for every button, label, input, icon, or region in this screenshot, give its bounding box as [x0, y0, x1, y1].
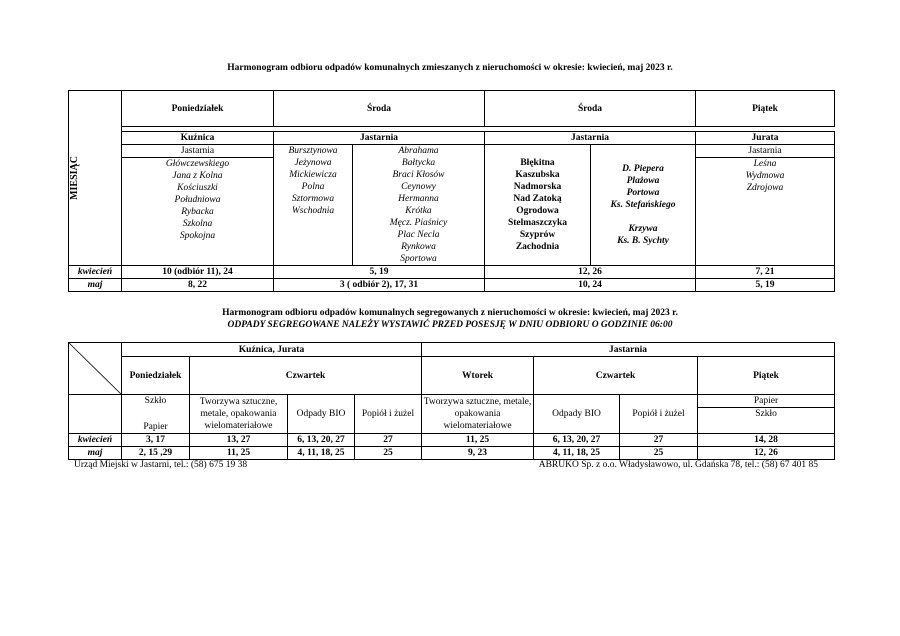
type-glass: Szkło	[122, 395, 190, 408]
table-row: maj 2, 15 ,29 11, 25 4, 11, 18, 25 25 9, 23 4, 11, 18, 25 25 12, 26	[69, 447, 835, 460]
day-monday: Poniedziałek	[122, 357, 190, 395]
diagonal-line	[69, 343, 122, 395]
table1-title: Harmonogram odbioru odpadów komunalnych zmieszanych z nieruchomości w okresie: kwiecień, maj 2023 r.	[227, 63, 673, 73]
streets-col3a: Błękitna Kaszubska Nadmorska Nad Zatoką Ogrodowa Stelmaszczyka Szyprów Zachodnia	[485, 145, 591, 266]
type-paper-1: Papier	[122, 408, 190, 434]
type-ash-1: Popiół i żużel	[355, 395, 422, 434]
day-tuesday: Wtorek	[422, 357, 534, 395]
group-jastarnia: Jastarnia	[422, 343, 835, 357]
type-paper-2: Papier	[698, 395, 835, 408]
table-row: kwiecień 10 (odbiór 11), 24 5, 19 12, 26 7, 21	[69, 266, 835, 279]
streets-col2a: Bursztynowa Jeżynowa Mickiewicza Polna Sztormowa Wschodnia	[274, 145, 353, 266]
table2-title: Harmonogram odbioru odpadów komunalnych segregowanych z nieruchomości w okresie: kwiecień, maj 2023 r.	[222, 308, 678, 318]
type-bio-1: Odpady BIO	[288, 395, 355, 434]
locality-jurata: Jurata	[696, 132, 835, 145]
day-header-friday: Piątek	[696, 91, 835, 127]
day-thursday-1: Czwartek	[190, 357, 422, 395]
table2-subtitle: ODPADY SEGREGOWANE NALEŻY WYSTAWIĆ PRZED POSESJĘ W DNIU ODBIORU O GODZINIE 06:00	[227, 320, 673, 330]
type-ash-2: Popiół i żużel	[620, 395, 698, 434]
day-thursday-2: Czwartek	[534, 357, 698, 395]
sub-locality-jastarnia-2: Jastarnia	[696, 145, 835, 158]
footer-right: ABRUKO Sp. z o.o. Władysławowo, ul. Gdańska 78, tel.: (58) 67 401 85	[538, 460, 818, 470]
day-friday: Piątek	[698, 357, 835, 395]
type-glass-2: Szkło	[698, 408, 835, 434]
streets-col1: Główczewskiego Jana z Kolna Kościuszki Południowa Rybacka Szkolna Spokojna	[122, 158, 274, 266]
type-bio-2: Odpady BIO	[534, 395, 620, 434]
locality-jastarnia-1: Jastarnia	[274, 132, 485, 145]
segregated-waste-table	[68, 342, 835, 460]
footer-left: Urząd Miejski w Jastarni, tel.: (58) 675 19 38	[74, 460, 248, 470]
day-header-monday: Poniedziałek	[122, 91, 274, 127]
table-row: kwiecień 3, 17 13, 27 6, 13, 20, 27 27 11, 25 6, 13, 20, 27 27 14, 28	[69, 434, 835, 447]
day-header-wednesday-1: Środa	[274, 91, 485, 127]
month-header-cell	[69, 91, 122, 266]
group-kuznica-jurata: Kuźnica, Jurata	[122, 343, 422, 357]
locality-jastarnia-2: Jastarnia	[485, 132, 696, 145]
table-row: maj 8, 22 3 ( odbiór 2), 17, 31 10, 24 5, 19	[69, 279, 835, 292]
locality-kuznica: Kuźnica	[122, 132, 274, 145]
corner-cell	[69, 343, 122, 395]
streets-col3b: D. Piepera Plażowa Portowa Ks. Stefańskiego Krzywa Ks. B. Sychty	[591, 145, 696, 266]
mixed-waste-table	[68, 90, 835, 292]
streets-col2b: Abrahama Bałtycka Braci Kłosów Ceynowy Hermanna Krótka Męcz. Piaśnicy Plac Necla Rynkowa Sportowa	[353, 145, 485, 266]
streets-col4: Leśna Wydmowa Zdrojowa	[696, 158, 835, 266]
type-plastics-1: Tworzywa sztuczne, metale, opakowania wielomateriałowe	[190, 395, 288, 434]
sub-locality-jastarnia-1: Jastarnia	[122, 145, 274, 158]
day-header-wednesday-2: Środa	[485, 91, 696, 127]
type-plastics-2: Tworzywa sztuczne, metale, opakowania wielomateriałowe	[422, 395, 534, 434]
month-label: MIESIĄC	[69, 156, 80, 200]
